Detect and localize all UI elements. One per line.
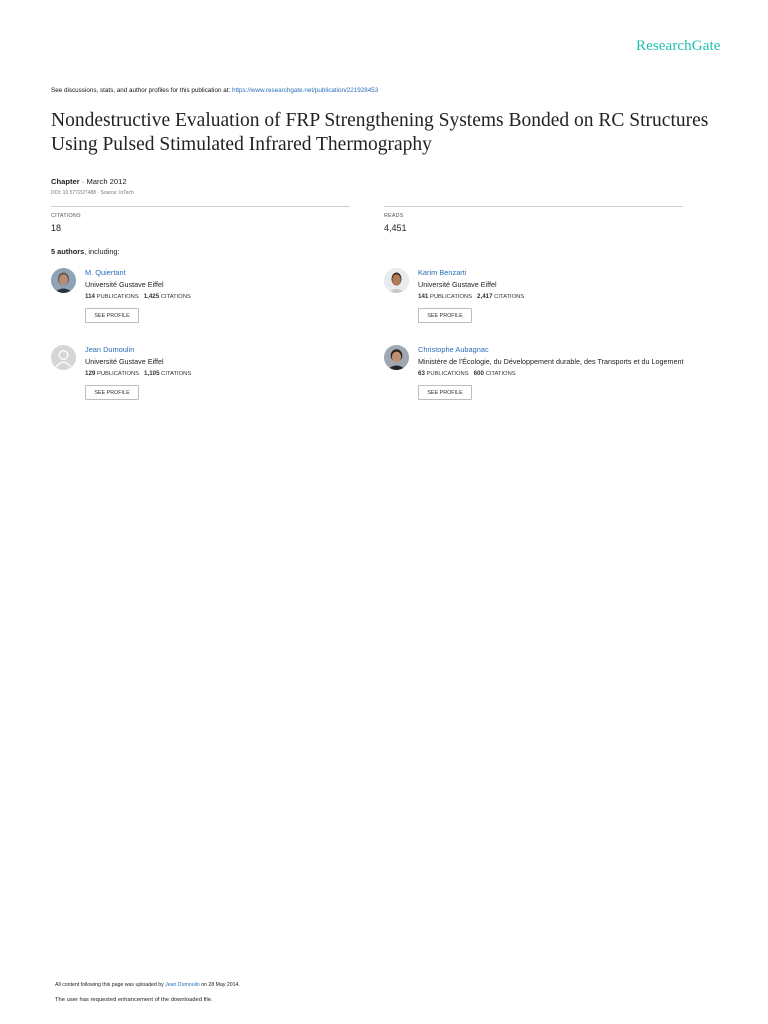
citations-label: CITATIONS	[51, 213, 81, 219]
publications-label: PUBLICATIONS	[96, 371, 140, 377]
publication-count: 141	[418, 293, 429, 300]
publication-title: Nondestructive Evaluation of FRP Strengthening Systems Bonded on RC Structures Using Pulsed Stimulated Infrared Thermography	[51, 110, 709, 155]
author-institution: Université Gustave Eiffel	[85, 357, 164, 366]
author-stats	[85, 370, 191, 377]
author-name[interactable]: M. Quiertant	[85, 268, 126, 277]
upload-suffix: on 28 May 2014.	[199, 982, 240, 988]
author-institution: Ministère de l'Écologie, du Développement durable, des Transports et du Logement	[418, 357, 684, 366]
publication-date: March 2012	[86, 177, 127, 186]
publications-label: PUBLICATIONS	[426, 371, 469, 377]
discussion-prefix: See discussions, stats, and author profiles for this publication at:	[51, 87, 232, 94]
author-stats	[85, 293, 191, 300]
avatar[interactable]	[384, 268, 409, 293]
citations-label: CITATIONS	[161, 371, 192, 377]
meta-separator: ·	[79, 177, 87, 186]
publications-label: PUBLICATIONS	[429, 294, 473, 300]
citations-label: CITATIONS	[485, 371, 516, 377]
author-card	[51, 345, 411, 405]
upload-prefix: All content following this page was uploaded by	[55, 982, 166, 988]
researchgate-logo[interactable]: ResearchGate	[636, 38, 721, 54]
publication-meta	[51, 177, 127, 186]
avatar[interactable]	[384, 345, 409, 370]
author-institution: Université Gustave Eiffel	[418, 280, 497, 289]
publication-type: Chapter	[51, 177, 80, 186]
author-card	[384, 345, 744, 405]
upload-note	[55, 982, 240, 988]
uploader-link[interactable]: Jean Dumoulin	[165, 982, 200, 988]
publication-count: 129	[85, 370, 96, 377]
citation-count: 2,417	[477, 293, 493, 300]
citation-count: 1,105	[144, 370, 160, 377]
citations-label: CITATIONS	[160, 294, 191, 300]
authors-heading	[51, 247, 120, 256]
author-card	[51, 268, 411, 328]
avatar[interactable]	[51, 268, 76, 293]
authors-count: 5 authors	[51, 247, 85, 256]
author-name[interactable]: Karim Benzarti	[418, 268, 467, 277]
citations-divider	[51, 206, 350, 207]
author-institution: Université Gustave Eiffel	[85, 280, 164, 289]
publication-doi: DOI: 10.5772/27488 · Source: InTech	[51, 190, 134, 196]
author-stats	[418, 370, 516, 377]
author-card	[384, 268, 744, 328]
citations-count: 18	[51, 223, 62, 233]
author-name[interactable]: Jean Dumoulin	[85, 345, 135, 354]
see-profile-button[interactable]: SEE PROFILE	[418, 308, 472, 323]
citations-label: CITATIONS	[494, 294, 525, 300]
author-name[interactable]: Christophe Aubagnac	[418, 345, 489, 354]
publication-count: 63	[418, 370, 425, 377]
avatar[interactable]	[51, 345, 76, 370]
see-profile-button[interactable]: SEE PROFILE	[85, 385, 139, 400]
author-stats	[418, 293, 524, 300]
citation-count: 1,425	[143, 293, 160, 300]
publications-label: PUBLICATIONS	[96, 294, 139, 300]
publication-link[interactable]: https://www.researchgate.net/publication/221928453	[231, 87, 379, 94]
citation-count: 600	[473, 370, 484, 377]
see-profile-button[interactable]: SEE PROFILE	[418, 385, 472, 400]
user-silhouette-icon	[51, 345, 76, 370]
discussion-line	[51, 87, 378, 94]
publication-count: 114	[85, 293, 95, 300]
reads-divider	[384, 206, 683, 207]
authors-suffix: , including:	[84, 247, 120, 256]
reads-count: 4,451	[384, 223, 407, 233]
enhancement-note: The user has requested enhancement of the downloaded file.	[55, 997, 213, 1003]
reads-label: READS	[384, 213, 404, 219]
see-profile-button[interactable]: SEE PROFILE	[85, 308, 139, 323]
